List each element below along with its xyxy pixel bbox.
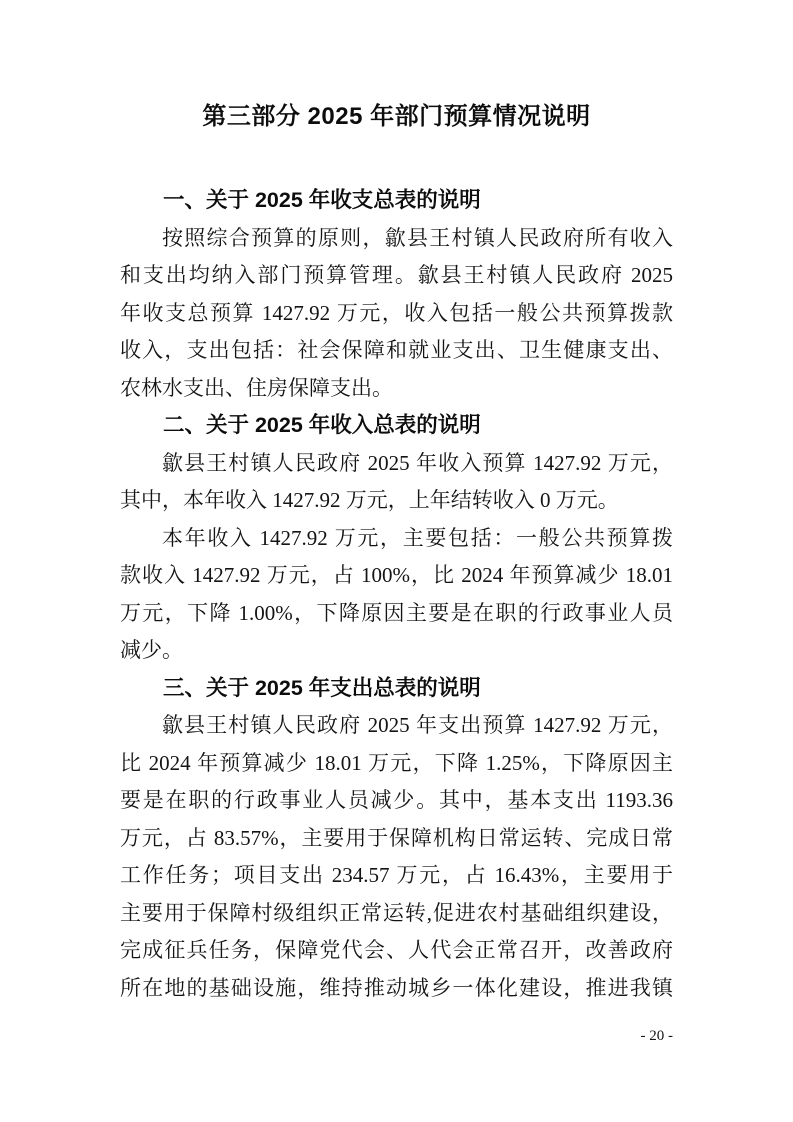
paragraph-line: 完成征兵任务，保障党代会、人代会正常召开，改善政府	[120, 938, 673, 962]
section-heading-2: 二、关于 2025 年收入总表的说明	[163, 413, 481, 437]
paragraph-line: 本年收入 1427.92 万元，主要包括：一般公共预算拨	[162, 525, 673, 550]
paragraph-line: 年收支总预算 1427.92 万元，收入包括一般公共预算拨款	[120, 300, 673, 325]
paragraph-line: 所在地的基础设施，维持推动城乡一体化建设，推进我镇	[120, 975, 673, 1000]
paragraph-line: 农林水支出、住房保障支出。	[120, 375, 393, 400]
paragraph-line: 比 2024 年预算减少 18.01 万元，下降 1.25%，下降原因主	[120, 750, 673, 775]
document-title: 第三部分 2025 年部门预算情况说明	[202, 103, 591, 130]
paragraph-line: 歙县王村镇人民政府 2025 年支出预算 1427.92 万元，	[162, 713, 673, 737]
paragraph-line: 款收入 1427.92 万元，占 100%，比 2024 年预算减少 18.01	[120, 563, 673, 587]
paragraph-line: 和支出均纳入部门预算管理。歙县王村镇人民政府 2025	[120, 263, 673, 287]
paragraph-line: 减少。	[120, 638, 183, 662]
paragraph-line: 收入，支出包括：社会保障和就业支出、卫生健康支出、	[120, 338, 673, 362]
page-number: - 20 -	[640, 1028, 673, 1044]
paragraph-line: 主要用于保障村级组织正常运转,促进农村基础组织建设，	[120, 900, 673, 925]
section-heading-1: 一、关于 2025 年收支总表的说明	[163, 188, 481, 212]
paragraph-line: 万元，占 83.57%，主要用于保障机构日常运转、完成日常	[120, 825, 673, 850]
paragraph-line: 要是在职的行政事业人员减少。其中，基本支出 1193.36	[120, 788, 673, 812]
section-heading-3: 三、关于 2025 年支出总表的说明	[163, 675, 481, 700]
paragraph-line: 工作任务；项目支出 234.57 万元，占 16.43%，主要用于	[120, 863, 673, 887]
paragraph-line: 歙县王村镇人民政府 2025 年收入预算 1427.92 万元，	[162, 450, 673, 475]
section-income-expense-summary	[120, 182, 673, 407]
paragraph-line: 其中，本年收入 1427.92 万元，上年结转收入 0 万元。	[120, 488, 619, 512]
document-body	[120, 182, 673, 1007]
section-expense-summary	[120, 670, 673, 1008]
paragraph-line: 按照综合预算的原则，歙县王村镇人民政府所有收入	[162, 225, 673, 250]
paragraph-line: 万元，下降 1.00%，下降原因主要是在职的行政事业人员	[120, 600, 673, 625]
section-income-summary	[120, 407, 673, 670]
